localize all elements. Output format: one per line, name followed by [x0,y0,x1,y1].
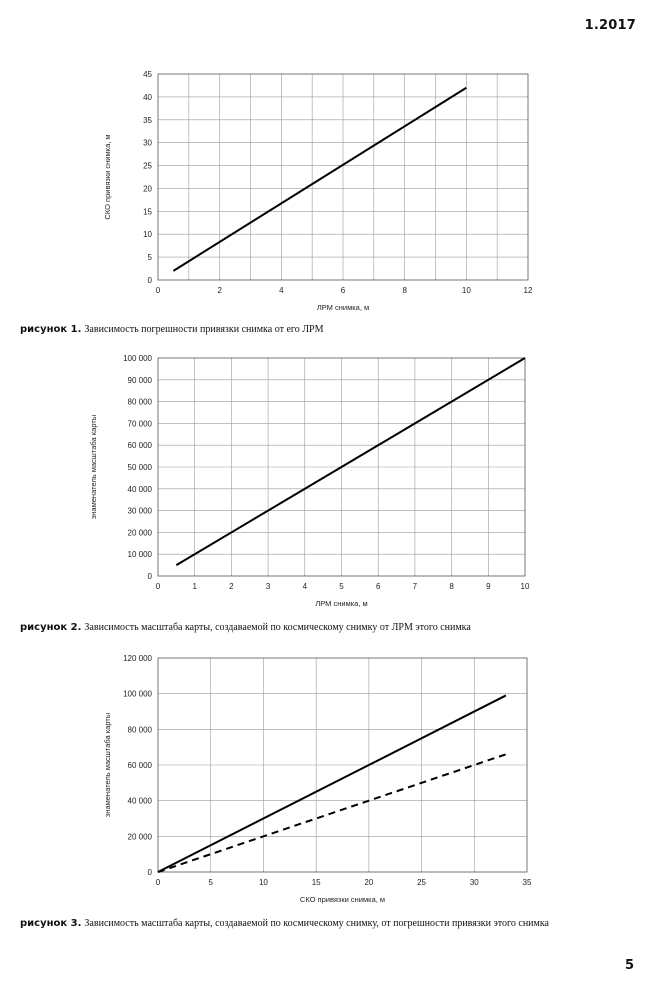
y-tick-label: 40 000 [127,484,152,494]
x-tick-label: 2 [217,286,222,295]
y-tick-label: 20 [143,184,152,194]
y-tick-label: 0 [147,276,152,285]
y-tick-label: 5 [147,253,152,263]
x-tick-label: 10 [258,878,268,887]
y-tick-label: 90 000 [127,375,152,385]
x-tick-label: 10 [461,286,471,295]
x-axis-label: ЛРМ снимка, м [315,599,368,608]
y-axis-label: знаменатель масштаба карты [103,712,112,818]
x-tick-label: 15 [311,878,321,887]
figure-3-chart [0,646,654,908]
x-tick-label: 12 [523,286,533,295]
figure-2-caption [20,622,471,633]
figure-1-chart [0,60,654,320]
y-tick-label: 20 000 [127,832,152,842]
x-tick-label: 8 [449,582,454,591]
figure-1-caption [20,324,323,335]
x-tick-label: 5 [208,878,213,887]
x-tick-label: 3 [265,582,271,591]
x-tick-label: 5 [339,582,344,591]
grid [158,74,528,280]
series-line [158,695,506,872]
x-tick-label: 8 [402,286,407,295]
x-tick-label: 35 [522,878,532,887]
y-tick-label: 25 [143,161,152,171]
x-tick-label: 10 [520,582,530,591]
series-line-dashed [158,754,506,872]
x-tick-label: 4 [279,286,284,295]
figure-3-caption [20,918,549,929]
x-axis-label: ЛРМ снимка, м [316,303,370,312]
y-tick-label: 80 000 [127,725,152,735]
y-tick-label: 60 000 [127,761,152,770]
figure-3-label: рисунок 3. [20,918,82,929]
y-tick-label: 50 000 [127,463,152,472]
y-tick-label: 45 [143,70,152,79]
y-tick-label: 30 [143,138,152,148]
x-tick-label: 0 [155,582,161,591]
figure-2-label: рисунок 2. [20,622,82,633]
grid [158,658,527,872]
figure-3-text: Зависимость масштаба карты, создаваемой по космическому снимку, от погрешности привязки этого снимка [84,918,549,929]
x-tick-label: 1 [192,582,197,591]
figure-1-label: рисунок 1. [20,324,82,335]
y-tick-label: 40 [143,92,152,102]
y-tick-label: 70 000 [127,419,152,429]
x-axis-label: СКО привязки снимка, м [299,895,386,904]
y-tick-label: 10 000 [127,550,152,560]
page-number: 5 [624,958,634,973]
x-tick-label: 0 [155,878,161,887]
y-tick-label: 100 000 [123,354,152,363]
y-tick-label: 100 000 [123,689,152,699]
y-tick-label: 80 000 [127,397,152,407]
y-tick-label: 0 [147,868,152,877]
x-tick-label: 2 [229,582,234,591]
issue-number: 1.2017 [584,18,636,33]
series-line [176,358,525,565]
series-line [173,88,466,271]
x-tick-label: 6 [375,582,381,591]
x-tick-label: 9 [486,582,491,591]
x-tick-label: 7 [412,582,418,591]
y-tick-label: 30 000 [127,506,152,516]
figure-2-chart [0,346,654,616]
x-tick-label: 0 [155,286,161,295]
y-tick-label: 40 000 [127,796,152,806]
y-tick-label: 20 000 [127,528,152,538]
y-tick-label: 60 000 [127,441,152,451]
y-tick-label: 10 [143,230,152,240]
figure-2-text: Зависимость масштаба карты, создаваемой по космическому снимку от ЛРМ этого снимка [84,622,471,633]
x-tick-label: 25 [417,878,427,887]
y-axis-label: знаменатель масштаба карты [89,414,98,520]
y-tick-label: 120 000 [123,654,152,663]
y-tick-label: 0 [147,572,152,581]
x-tick-label: 20 [364,878,374,887]
x-tick-label: 30 [469,878,479,887]
y-tick-label: 15 [143,207,152,217]
y-axis-label: СКО привязки снимка, м [103,134,112,220]
figure-1-text: Зависимость погрешности привязки снимка от его ЛРМ [84,324,324,335]
y-tick-label: 35 [143,115,152,125]
x-tick-label: 6 [340,286,346,295]
x-tick-label: 4 [302,582,308,591]
